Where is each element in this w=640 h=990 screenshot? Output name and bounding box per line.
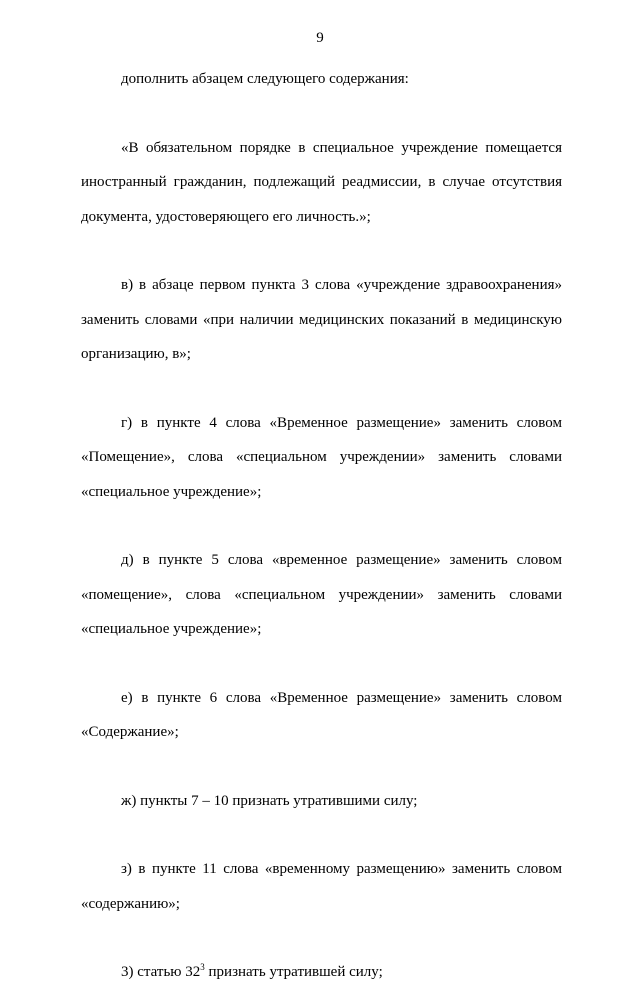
paragraph-item-d: д) в пункте 5 слова «временное размещение» заменить словом «помещение», слова «специальном учреждении» заменить словами «специальное учреждение»;: [81, 552, 562, 637]
paragraph-item-e: е) в пункте 6 слова «Временное размещение» заменить словом «Содержание»;: [81, 689, 562, 740]
paragraph-intro: дополнить абзацем следующего содержания:: [121, 71, 409, 87]
paragraph-item-3: [81, 955, 562, 990]
paragraph-item-3-superscript: 3: [200, 962, 205, 972]
paragraph-item-g: г) в пункте 4 слова «Временное размещение» заменить словом «Помещение», слова «специальном учреждении» заменить словами «специальное учреждение»;: [81, 414, 562, 500]
paragraph-item-3-after: признать утратившей силу;: [204, 964, 383, 980]
paragraph-item-zh: ж) пункты 7 – 10 признать утратившими силу;: [121, 792, 418, 809]
paragraph-item-3-before: 3) статью 32: [121, 964, 201, 980]
paragraph-item-v: в) в абзаце первом пункта 3 слова «учреждение здравоохранения» заменить словами «при наличии медицинских показаний в медицинскую организацию, в»;: [81, 277, 562, 362]
page-number: 9: [316, 30, 324, 46]
paragraph-quote: «В обязательном порядке в специальное учреждение помещается иностранный гражданин, подлежащий реадмиссии, в случае отсутствия документа, удостоверяющего его личность.»;: [81, 139, 562, 225]
document-body: [81, 62, 562, 990]
paragraph-item-z: з) в пункте 11 слова «временному размещению» заменить словом «содержанию»;: [81, 861, 562, 912]
